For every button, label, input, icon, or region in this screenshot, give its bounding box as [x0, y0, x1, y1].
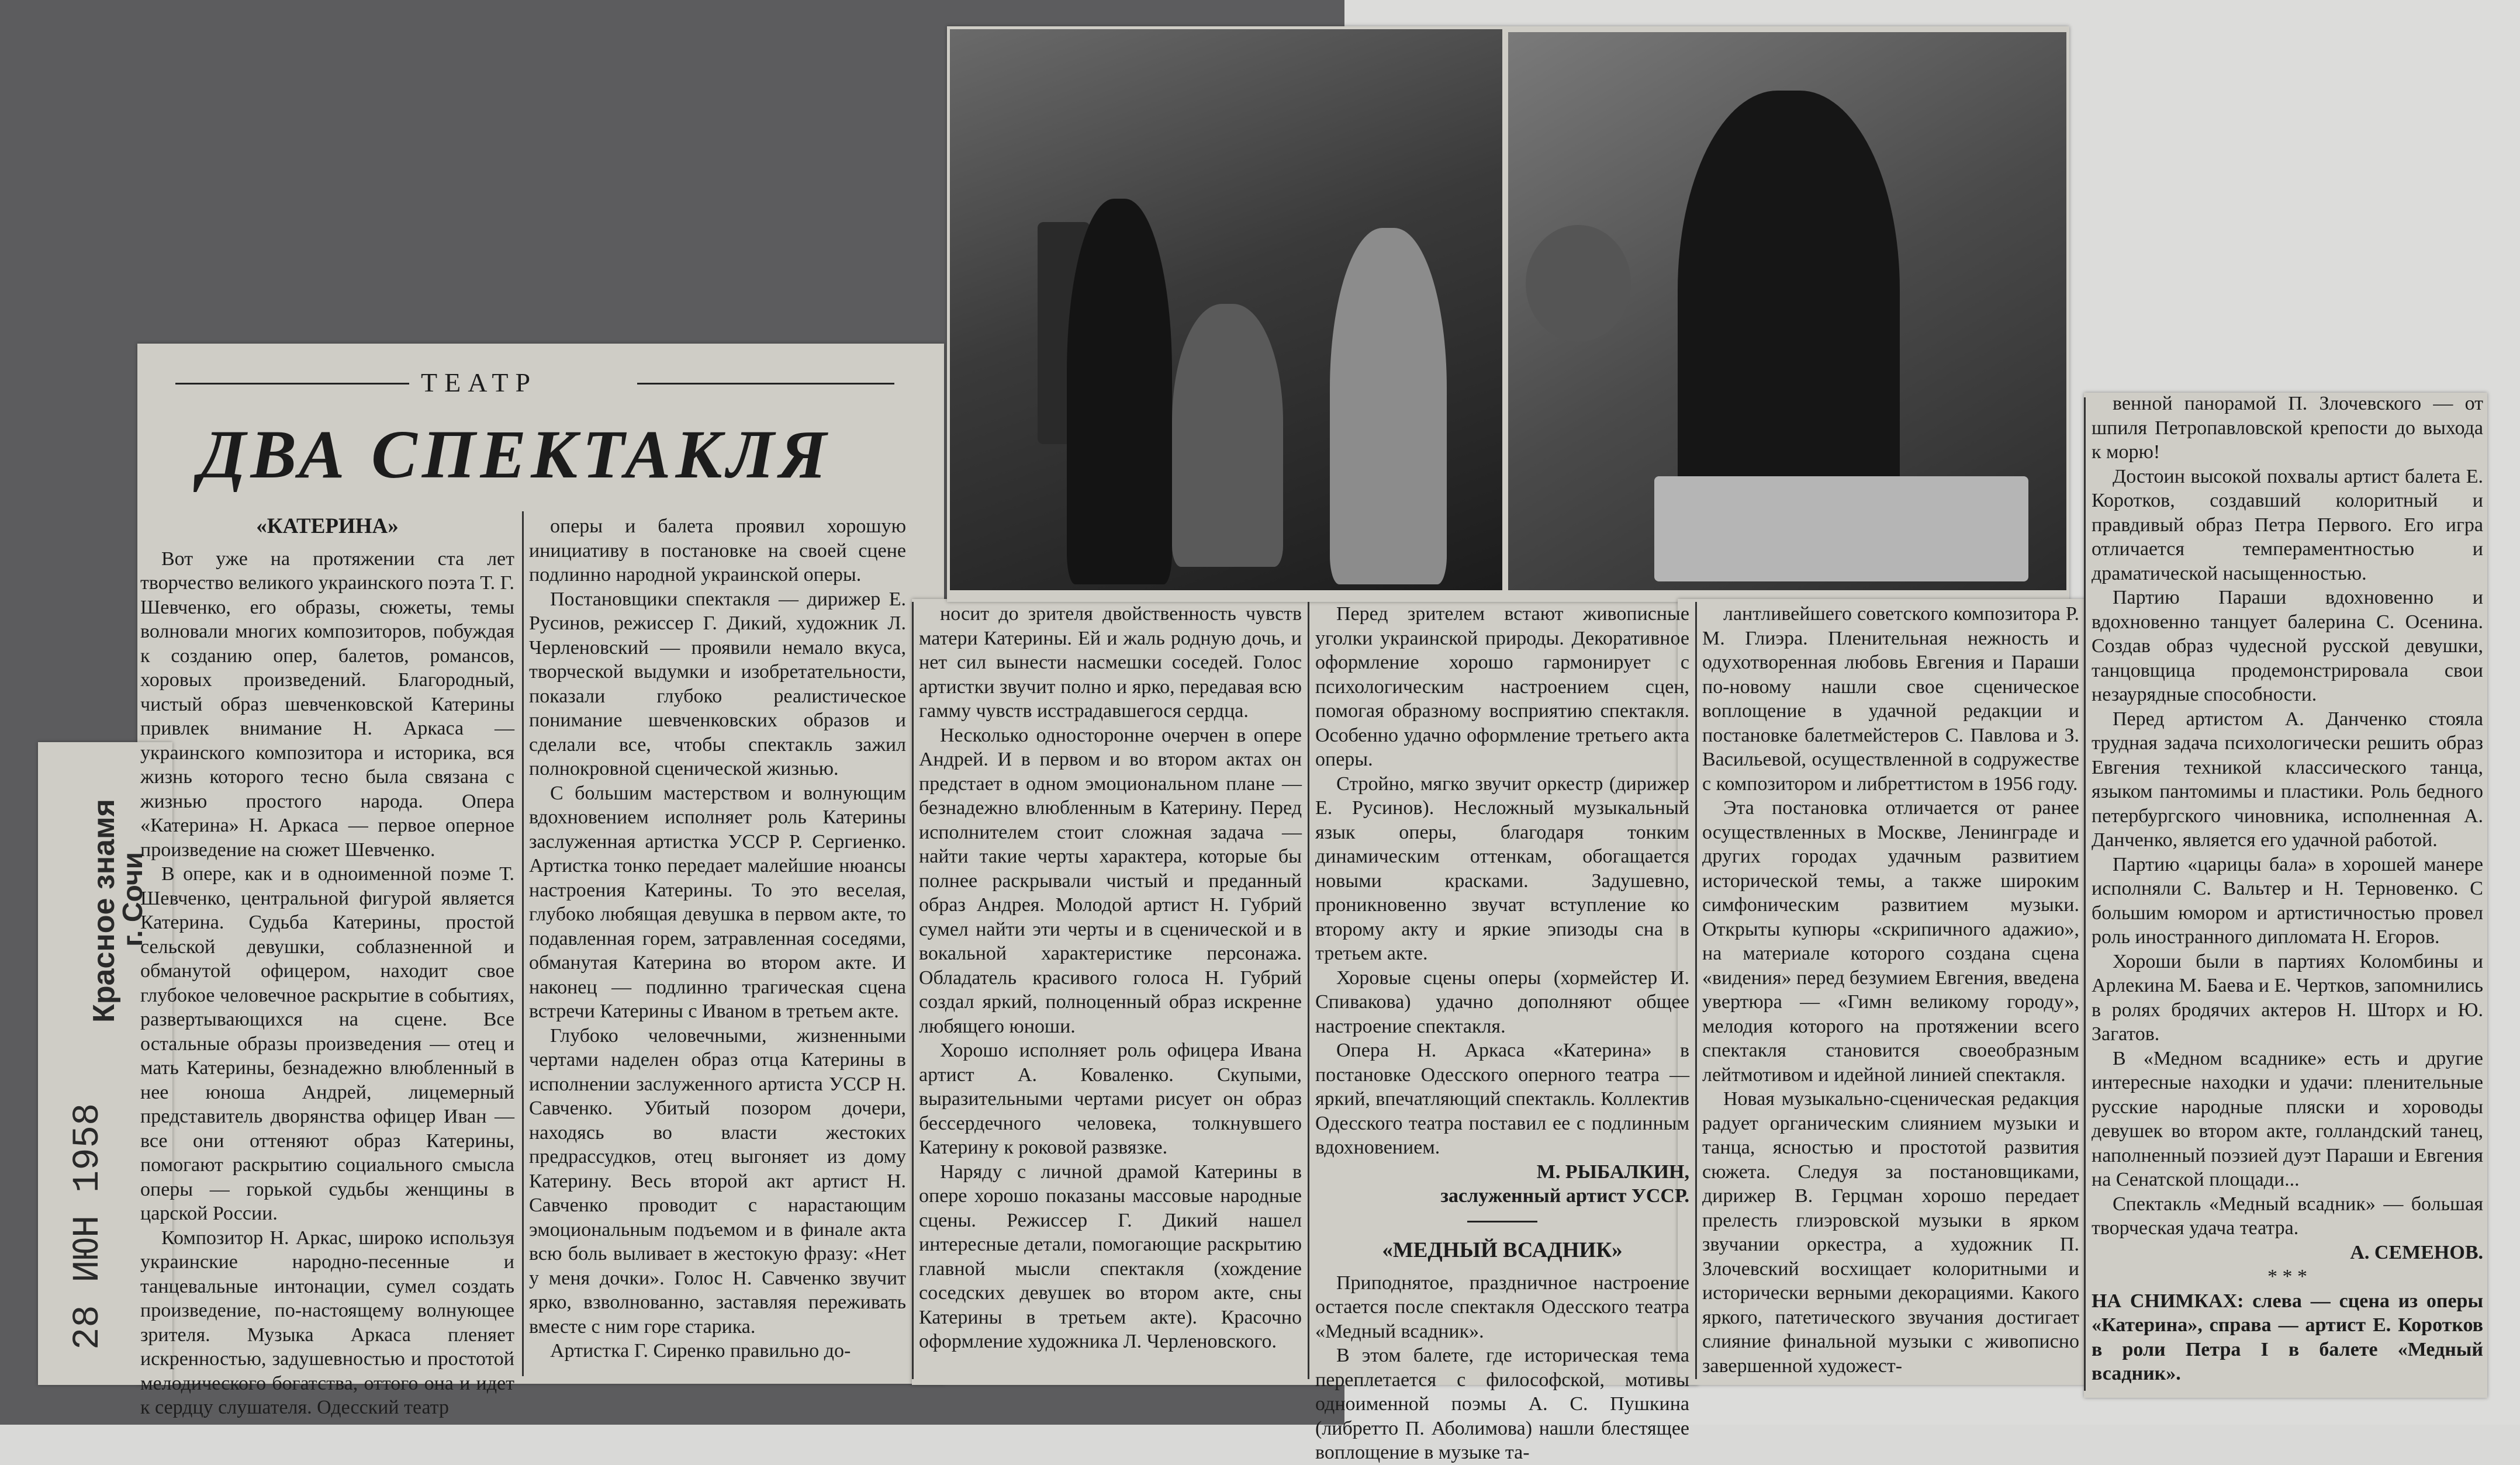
article-paragraph: Перед зрителем встают живописные уголки украинской природы. Декоративное оформление хорошо гармонирует с психологическим настроением сцен, помогая образному восприятию спектакля. Особенно удачно оформление третьего акта оперы.	[1315, 603, 1689, 770]
article-paragraph: оперы и балета проявил хорошую инициативу в постановке на своей сцене подлинно народной украинской оперы.	[529, 515, 906, 586]
article-paragraph: Перед артистом А. Данченко стояла трудная задача психологически решить образ Евгения техникой классического танца, языком пантомимы и пластики. Роль бедного петербургского чиновника, исполненная А. Данченко, является его удачной работой.	[2092, 708, 2483, 851]
photo-katerina-scene	[950, 29, 1502, 590]
section-heading: «МЕДНЫЙ ВСАДНИК»	[1382, 1238, 1623, 1262]
article-paragraph: Спектакль «Медный всадник» — большая творческая удача театра.	[2092, 1193, 2483, 1239]
article-paragraph: Несколько односторонне очерчен в опере Андрей. И в первом и во втором актах он предстает в одном эмоциональном плане — безнадежно влюбленным в Катерину. Перед исполнителем стоит сложная задача — найти такие черты характера, которые бы полнее раскрывали чистый и преданный образ Андрея. Молодой артист Н. Губрий сумел найти эти черты и в сценической и в вокальной характеристике персонажа. Обладатель красивого голоса Н. Губрий создал яркий, полноценный образ искренне любящего юноши.	[919, 724, 1302, 1037]
section-heading: «КАТЕРИНА»	[256, 514, 399, 538]
article-column-2	[529, 514, 906, 1382]
article-paragraph: венной панорамой П. Злочевского — от шпиля Петропавловской крепости до выхода к морю!	[2092, 393, 2483, 463]
rubric-label: ТЕАТР	[421, 368, 538, 397]
article-paragraph: В опере, как и в одноименной поэме Т. Шевченко, центральной фигурой является Катерина. Судьба Катерины, простой сельской девушки, соблазненной и обманутой офицером, находит свое глубокое человечное раскрытие в событиях, развертывающихся на сцене. Все остальные образы произведения — отец и мать Катерины, безнадежно влюбленный в нее юноша Андрей, лицемерный представитель дворянства офицер Иван — все они оттеняют образ Катерины, помогают раскрытию социального смысла оперы — горькой судьбы женщины в царской России.	[140, 863, 514, 1224]
article-paragraph: Композитор Н. Аркас, широко используя украинские народно-песенные и танцевальные интонации, сумел создать произведение, по-настоящему волнующее зрителя. Музыка Аркаса пленяет искренностью, задушевностью и простотой мелодического богатства, оттого она и идет к сердцу слушателя. Одесский театр	[140, 1227, 514, 1418]
column-divider	[522, 511, 524, 1376]
archive-stamp-newspaper: Красное знамя	[87, 799, 121, 1023]
column-divider	[1695, 602, 1697, 1379]
archive-stamp-city: г. Сочи	[117, 851, 148, 947]
rubric-rule-left	[175, 383, 409, 385]
article-paragraph: Опера Н. Аркаса «Катерина» в постановке Одесского оперного театра — яркий, впечатляющий спектакль. Коллектив Одесского театра поставил ее с подлинным вдохновением.	[1315, 1040, 1689, 1158]
author-signature: заслуженный артист УССР.	[1440, 1185, 1689, 1207]
article-paragraph: В «Медном всаднике» есть и другие интересные находки и удачи: пленительные русские народные пляски и хороводы девушек во втором акте, голландский танец, наполненный поэзией дуэт Параши и Евгения на Сенатской площади...	[2092, 1047, 2483, 1190]
photo-bronze-horseman	[1508, 32, 2066, 590]
article-paragraph: Глубоко человечными, жизненными чертами наделен образ отца Катерины в исполнении заслуженного артиста УССР Н. Савченко. Убитый позором дочери, находясь во власти жестоких предрассудков, отец выгоняет из дому Катерину. Весь второй акт артист Н. Савченко проводит с нарастающим эмоциональным подъемом и в финале акта всю боль выливает в жестокую фразу: «Нет у меня дочки». Голос Н. Савченко звучит ярко, взволнованно, заставляя переживать вместе с ним горе старика.	[529, 1024, 906, 1338]
article-paragraph: носит до зрителя двойственность чувств матери Катерины. Ей и жаль родную дочь, и нет сил вынести насмешки соседей. Голос артистки звучит полно и ярко, передавая всю гамму чувств исстрадавшегося сердца.	[919, 603, 1302, 722]
article-paragraph: Партию «царицы бала» в хорошей манере исполняли С. Вальтер и Н. Терновенко. С большим юмором и артистичностью провел роль иностранного дипломата Н. Егоров.	[2092, 853, 2483, 948]
article-paragraph: лантливейшего советского композитора Р. М. Глиэра. Пленительная нежность и одухотворенная любовь Евгения и Параши по-новому нашли свое сценическое воплощение в удачной редакции и постановке балетмейстеров С. Павлова и З. Васильевой, осуществленной в содружестве с композитором и либреттистом в 1956 году.	[1702, 603, 2079, 795]
article-column-5	[1702, 602, 2079, 1382]
article-paragraph: Стройно, мягко звучит оркестр (дирижер Е. Русинов). Несложный музыкальный язык оперы, благодаря тонким динамическим оттенкам, обогащается новыми красками. Задушевно, проникновенно звучат вступление ко второму акту и яркие эпизоды сна в третьем акте.	[1315, 773, 1689, 964]
rubric-rule-right	[637, 383, 894, 385]
article-paragraph: С большим мастерством и волнующим вдохновением исполняет роль Катерины заслуженная артистка УССР Р. Сергиенко. Артистка тонко передает малейшие нюансы настроения Катерины. То это веселая, глубоко любящая девушка в первом акте, то подавленная горем, затравленная соседями, обманутая Катерина во втором акте. И наконец — подлинно трагическая сцена встречи Катерины с Иваном в третьем акте.	[529, 782, 906, 1022]
article-paragraph: Хорошо исполняет роль офицера Ивана артист А. Коваленко. Скупыми, выразительными чертами рисует он образ бессердечного человека, толкнувшего Катерину к роковой развязке.	[919, 1040, 1302, 1158]
article-headline: ДВА СПЕКТАКЛЯ	[199, 416, 831, 493]
article-paragraph: Новая музыкально-сценическая редакция радует органическим слиянием музыки и танца, ясностью и простотой развития сюжета. Следуя за постановщиками, дирижер В. Герцман хорошо передает прелесть глиэровской музыки в ярком звучании оркестра, а художник П. Злочевский восхищает колоритными и исторически верными декорациями. Какого яркого, патетического звучания достигает слияние финальной музыки с живописно завершенной художест-	[1702, 1088, 2079, 1377]
article-column-1	[140, 508, 514, 1418]
section-rule	[1315, 1208, 1689, 1233]
article-paragraph: В этом балете, где историческая тема переплетается с философской, мотивы одноименной поэмы А. С. Пушкина (либретто П. Аболимова) нашли блестящее воплощение в музыке та-	[1315, 1345, 1689, 1463]
article-paragraph: Наряду с личной драмой Катерины в опере хорошо показаны массовые народные сцены. Режиссер Г. Дикий нашел интересные детали, помогающие раскрытию главной мысли спектакля (хождение соседских девушек во втором акте, сны Катерины в третьем акте). Красочно оформление художника Л. Черленовского.	[919, 1161, 1302, 1352]
column-divider	[1308, 602, 1309, 1379]
archive-stamp-date: 28 ИЮН 1958	[67, 1103, 109, 1350]
article-paragraph: Постановщики спектакля — дирижер Е. Русинов, режиссер Г. Дикий, художник Л. Черленовский — проявили немало вкуса, творческой выдумки и изобретательности, показали глубоко реалистическое понимание шевченковских образов и сделали все, чтобы спектакль зажил полнокровной сценической жизнью.	[529, 588, 906, 780]
photo-caption: НА СНИМКАХ: слева — сцена из оперы «Катерина», справа — артист Е. Коротков в роли Петра I в балете «Медный всадник».	[2092, 1290, 2483, 1384]
column-divider	[912, 602, 914, 1379]
author-signature: М. РЫБАЛКИН,	[1536, 1161, 1689, 1183]
article-paragraph: Вот уже на протяжении ста лет творчество великого украинского поэта Т. Г. Шевченко, его образы, сюжеты, темы волновали многих композиторов, побуждая к созданию опер, балетов, романсов, хоровых произведений. Благородный, чистый образ шевченковской Катерины привлек внимание Н. Аркаса — украинского композитора и историка, вся жизнь которого тесно была связана с жизнью простого народа. Опера «Катерина» Н. Аркаса — первое оперное произведение на сюжет Шевченко.	[140, 548, 514, 861]
rule-line	[1467, 1221, 1537, 1222]
author-signature: А. СЕМЕНОВ.	[2350, 1241, 2483, 1263]
article-column-4	[1315, 602, 1689, 1463]
article-paragraph: Эта постановка отличается от ранее осуществленных в Москве, Ленинграде и других городах удачным развитием исторической темы, а также широким симфоническим развитием музыки. Открыты купюры «скрипичного адажио», на материале которого создана сцена «видения» перед безумием Евгения, введена увертюра — «Гимн великому городу», мелодия которого на протяжении всего спектакля становится своеобразным лейтмотивом и идейной линией спектакля.	[1702, 797, 2080, 1086]
article-paragraph: Хоровые сцены оперы (хормейстер И. Спивакова) удачно дополняют общее настроение спектакля.	[1315, 967, 1689, 1037]
article-column-3	[919, 602, 1302, 1382]
article-paragraph: Хороши были в партиях Коломбины и Арлекина М. Баева и Е. Чертков, запомнились в ролях бродячих актеров Н. Шторх и Ю. Загатов.	[2092, 950, 2483, 1045]
article-paragraph: Приподнятое, праздничное настроение остается после спектакля Одесского театра «Медный всадник».	[1315, 1272, 1689, 1342]
article-paragraph: Достоин высокой похвалы артист балета Е. Коротков, создавший колоритный и правдивый образ Петра Первого. Его игра отличается темпераментностью и драматической насыщенностью.	[2092, 465, 2483, 584]
article-paragraph: Артистка Г. Сиренко правильно до-	[550, 1340, 851, 1362]
article-paragraph: Партию Параши вдохновенно и вдохновенно танцует балерина С. Осенина. Создав образ чудесной русской девушки, танцовщица продемонстрировала свои незаурядные способности.	[2092, 587, 2483, 705]
separator-asterisks: * * *	[2267, 1266, 2307, 1287]
column-divider	[2084, 397, 2086, 1391]
article-column-6	[2092, 392, 2483, 1397]
